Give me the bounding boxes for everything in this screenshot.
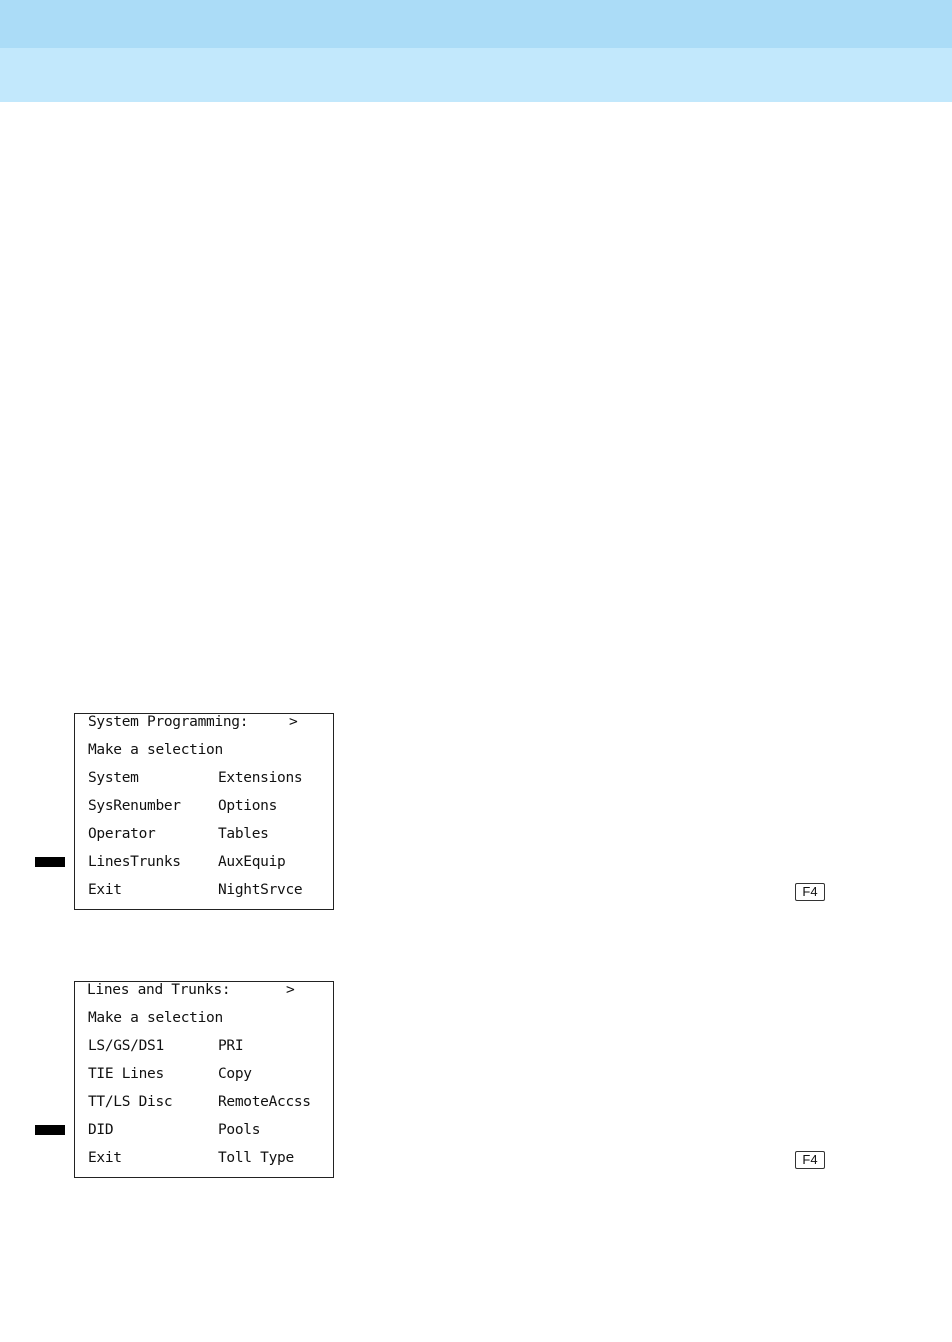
selection-marker-linestrunks	[35, 857, 65, 867]
menu-option-options[interactable]: Options	[218, 798, 278, 814]
f4-key[interactable]: F4	[795, 1151, 825, 1169]
menu-option-operator[interactable]: Operator	[88, 826, 156, 842]
menu-option-exit[interactable]: Exit	[88, 1150, 122, 1166]
next-page-arrow[interactable]: >	[289, 714, 298, 730]
menu-option-tables[interactable]: Tables	[218, 826, 269, 842]
menu-option-did[interactable]: DID	[88, 1122, 114, 1138]
screen-prompt: Make a selection	[88, 1010, 223, 1026]
menu-option-remoteaccss[interactable]: RemoteAccss	[218, 1094, 311, 1110]
menu-option-linestrunks[interactable]: LinesTrunks	[88, 854, 181, 870]
menu-option-exit[interactable]: Exit	[88, 882, 122, 898]
display-screen-lines-and-trunks	[74, 981, 334, 1178]
menu-option-tt-ls-disc[interactable]: TT/LS Disc	[88, 1094, 173, 1110]
display-screen-system-programming	[74, 713, 334, 910]
header-band-top	[0, 0, 952, 48]
menu-option-tie-lines[interactable]: TIE Lines	[88, 1066, 164, 1082]
menu-option-ls-gs-ds1[interactable]: LS/GS/DS1	[88, 1038, 164, 1054]
screen-title: System Programming:	[88, 714, 249, 730]
menu-option-extensions[interactable]: Extensions	[218, 770, 303, 786]
menu-option-pools[interactable]: Pools	[218, 1122, 261, 1138]
screen-title: Lines and Trunks:	[87, 982, 231, 998]
menu-option-toll-type[interactable]: Toll Type	[218, 1150, 294, 1166]
menu-option-nightsrvce[interactable]: NightSrvce	[218, 882, 303, 898]
menu-option-auxequip[interactable]: AuxEquip	[218, 854, 286, 870]
selection-marker-did	[35, 1125, 65, 1135]
menu-option-sysrenumber[interactable]: SysRenumber	[88, 798, 181, 814]
next-page-arrow[interactable]: >	[286, 982, 295, 998]
header-band-bottom	[0, 48, 952, 102]
menu-option-system[interactable]: System	[88, 770, 139, 786]
menu-option-pri[interactable]: PRI	[218, 1038, 244, 1054]
screen-prompt: Make a selection	[88, 742, 223, 758]
f4-key[interactable]: F4	[795, 883, 825, 901]
menu-option-copy[interactable]: Copy	[218, 1066, 252, 1082]
